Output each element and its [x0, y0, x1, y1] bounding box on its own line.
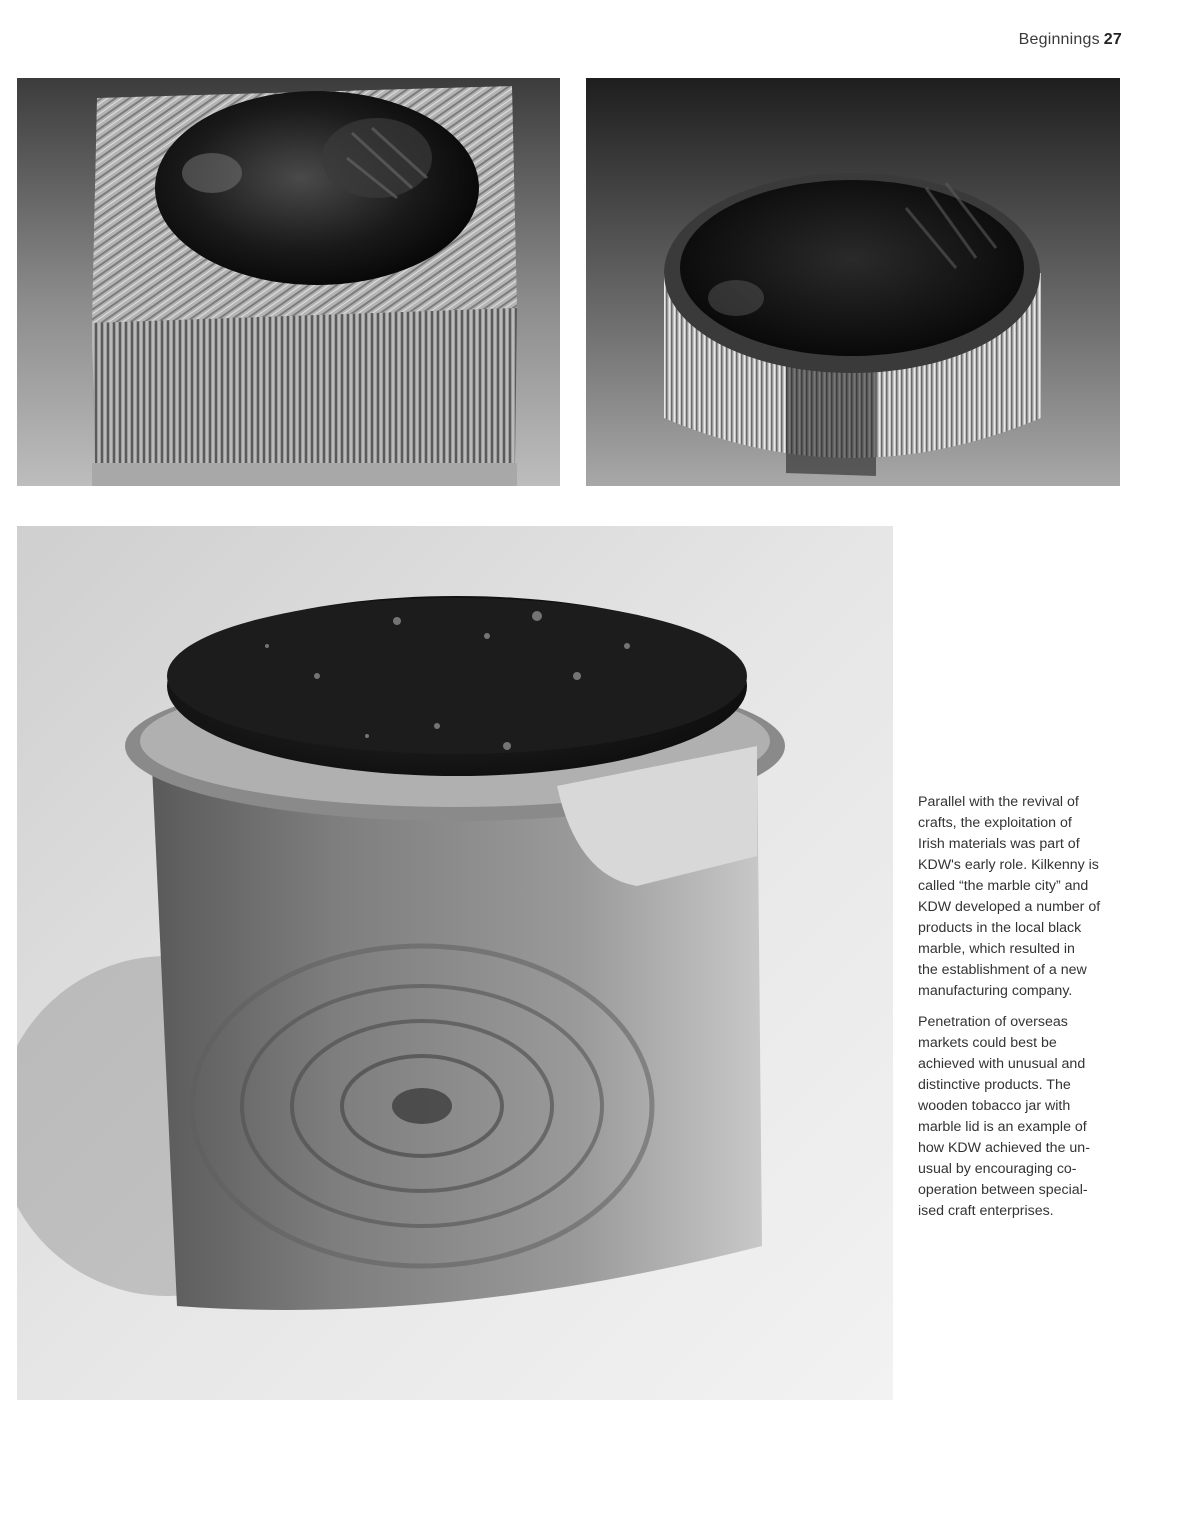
square-bowl-image [17, 78, 560, 486]
tobacco-jar-image [17, 526, 893, 1400]
photo-square-bowl [17, 78, 560, 486]
page-number: 27 [1103, 31, 1122, 48]
round-bowl-image [586, 78, 1120, 486]
body-text [918, 792, 1128, 1232]
photo-tobacco-jar [17, 526, 893, 1400]
paragraph-1: Parallel with the revival of crafts, the exploitation of Irish materials was part of KDW's early role. Kilkenny is called “the marble city” and KDW developed a number of products in the local black marble, which resulted in the establishment of a new manufacturing company. [918, 794, 1101, 999]
running-head [1019, 31, 1122, 49]
photo-round-bowl [586, 78, 1120, 486]
paragraph-2: Penetration of overseas markets could best be achieved with unusual and distinctive products. The wooden tobacco jar with marble lid is an example of how KDW achieved the un- usual by encouraging co- operation between special- ised craft enterprises. [918, 1014, 1090, 1219]
section-title: Beginnings [1018, 31, 1100, 48]
